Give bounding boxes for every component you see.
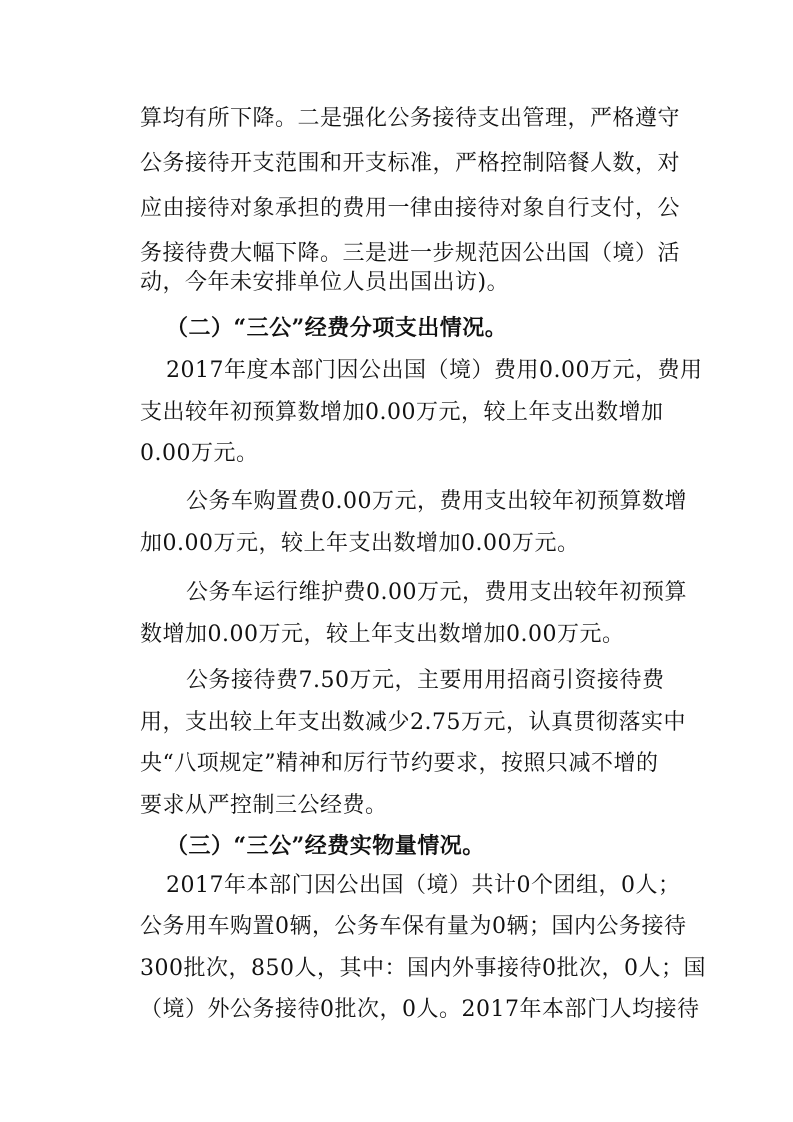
paragraph-line: 公务用车购置0辆，公务车保有量为0辆；国内公务接待: [140, 914, 687, 939]
paragraph-line: 央“八项规定”精神和厉行节约要求，按照只减不增的: [140, 751, 659, 776]
paragraph-line: 应由接待对象承担的费用一律由接待对象自行支付，公: [140, 196, 681, 221]
section-heading: （三）“三公”经费实物量情况。: [166, 833, 485, 859]
paragraph-line: 2017年度本部门因公出国（境）费用0.00万元，费用: [166, 358, 703, 383]
paragraph-line: 要求从严控制三公经费。: [140, 793, 388, 818]
paragraph-line: 支出较年初预算数增加0.00万元，较上年支出数增加: [140, 400, 664, 425]
paragraph-line: 公务接待费7.50万元，主要用用招商引资接待费: [186, 668, 665, 693]
paragraph-line: （境）外公务接待0批次，0人。2017年本部门人均接待: [140, 997, 700, 1022]
paragraph-line: 0.00万元。: [140, 441, 259, 466]
paragraph-line: 加0.00万元，较上年支出数增加0.00万元。: [140, 531, 580, 556]
paragraph-line: 2017年本部门因公出国（境）共计0个团组，0人；: [166, 873, 681, 898]
paragraph-line: 公务车运行维护费0.00万元，费用支出较年初预算: [186, 580, 687, 605]
section-heading: （二）“三公”经费分项支出情况。: [166, 315, 508, 341]
paragraph-line: 用，支出较上年支出数减少2.75万元，认真贯彻落实中: [140, 710, 686, 735]
paragraph-line: 公务车购置费0.00万元，费用支出较年初预算数增: [186, 489, 687, 514]
paragraph-line: 动，今年未安排单位人员出国出访)。: [140, 270, 510, 295]
paragraph-line: 算均有所下降。二是强化公务接待支出管理，严格遵守: [140, 106, 681, 131]
paragraph-line: 数增加0.00万元，较上年支出数增加0.00万元。: [140, 622, 625, 647]
paragraph-line: 务接待费大幅下降。三是进一步规范因公出国（境）活: [140, 241, 681, 266]
paragraph-line: 公务接待开支范围和开支标准，严格控制陪餐人数，对: [140, 151, 681, 176]
paragraph-line: 300批次，850人，其中：国内外事接待0批次，0人；国: [140, 956, 706, 981]
